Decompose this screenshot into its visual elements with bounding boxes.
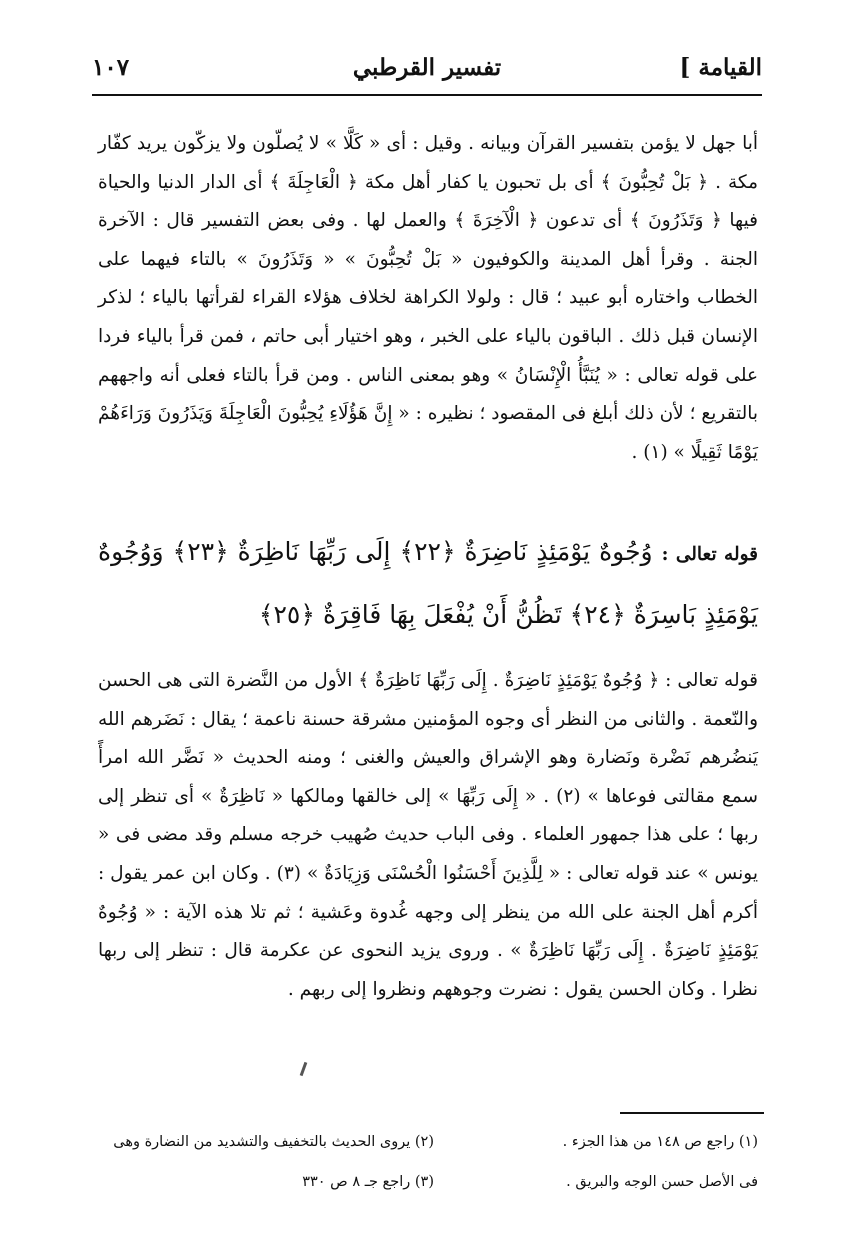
footnote-2: (٢) يروى الحديث بالتخفيف والتشديد من النضارة وهى	[113, 1134, 434, 1150]
surah-name: القيامة ]	[679, 54, 762, 81]
header-rule	[92, 94, 762, 96]
verse-intro: قوله تعالى :	[661, 544, 758, 565]
quran-verse-block	[98, 522, 758, 645]
page-number: ١٠٧	[92, 54, 130, 81]
book-title: تفسير القرطبي	[352, 54, 502, 81]
footnote-3: (٣) راجع جـ ٨ ص ٣٣٠	[302, 1174, 434, 1190]
footnote-2-continuation: فى الأصل حسن الوجه والبريق .	[566, 1174, 758, 1190]
print-mark	[300, 1062, 308, 1076]
commentary-paragraph-2: قوله تعالى : ﴿ وُجُوهٌ يَوْمَئِذٍ نَاضِرَةٌ . إِلَى رَبِّهَا نَاظِرَةٌ ﴾ الأول من النَّضرة التى هى الحسن والنّعمة . والثانى من النظر أى وجوه المؤمنين مشرقة حسنة ناعمة ؛ يقال : نَضَرهم الله يَنضُرهم نَضْرة ونَضارة وهو الإشراق والعيش والغنى ؛ ومنه الحديث « نَضَّر الله امرأً سمع مقالتى فوعاها » (٢) . « إِلَى رَبِّهَا » إلى خالقها ومالكها « نَاظِرَةٌ » أى تنظر إلى ربها ؛ على هذا جمهور العلماء . وفى الباب حديث صُهيب خرجه مسلم وقد مضى فى « يونس » عند قوله تعالى : « لِلَّذِينَ أَحْسَنُوا الْحُسْنَى وَزِيَادَةٌ » (٣) . وكان ابن عمر يقول : أكرم أهل الجنة على الله من ينظر إلى وجهه غُدوة وعَشية ؛ ثم تلا هذه الآية : « وُجُوهٌ يَوْمَئِذٍ نَاضِرَةٌ . إِلَى رَبِّهَا نَاظِرَةٌ » . وروى يزيد النحوى عن عكرمة قال : تنظر إلى ربها نظرا . وكان الحسن يقول : نضرت وجوههم ونظروا إلى ربهم .	[98, 670, 758, 1000]
footnote-1: (١) راجع ص ١٤٨ من هذا الجزء .	[562, 1134, 758, 1150]
commentary-paragraph-1: أبا جهل لا يؤمن بتفسير القرآن وبيانه . وقيل : أى « كَلَّا » لا يُصلّون ولا يزكّون يريد كفّار مكة . ﴿ بَلْ تُحِبُّونَ ﴾ أى بل تحبون يا كفار أهل مكة ﴿ الْعَاجِلَةَ ﴾ أى الدار الدنيا والحياة فيها ﴿ وَتَذَرُونَ ﴾ أى تدعون ﴿ الْآخِرَةَ ﴾ والعمل لها . وفى بعض التفسير قال : الآخرة الجنة . وقرأ أهل المدينة والكوفيون « بَلْ تُحِبُّونَ » « وَتَذَرُونَ » بالتاء فيهما على الخطاب واختاره أبو عبيد ؛ قال : ولولا الكراهة لخلاف هؤلاء القراء لقرأتها بالياء ؛ لذكر الإنسان قبل ذلك . الباقون بالياء على الخبر ، وهو اختيار أبى حاتم ، فمن قرأ بالياء فردا على قوله تعالى : « يُنَبَّأُ الْإِنْسَانُ » وهو بمعنى الناس . ومن قرأ بالتاء فعلى أنه واجههم بالتقريع ؛ لأن ذلك أبلغ فى المقصود ؛ نظيره : « إِنَّ هَؤُلَاءِ يُحِبُّونَ الْعَاجِلَةَ وَيَذَرُونَ وَرَاءَهُمْ يَوْمًا ثَقِيلًا » (١) .	[98, 133, 758, 463]
footnote-rule	[620, 1112, 764, 1114]
verse-text: وُجُوهٌ يَوْمَئِذٍ نَاضِرَةٌ ﴿٢٢﴾ إِلَى رَبِّهَا نَاظِرَةٌ ﴿٢٣﴾ وَوُجُوهٌ يَوْمَئِذٍ بَاسِرَةٌ ﴿٢٤﴾ تَظُنُّ أَنْ يُفْعَلَ بِهَا فَاقِرَةٌ ﴿٢٥﴾	[98, 537, 758, 629]
page-header	[92, 52, 762, 92]
